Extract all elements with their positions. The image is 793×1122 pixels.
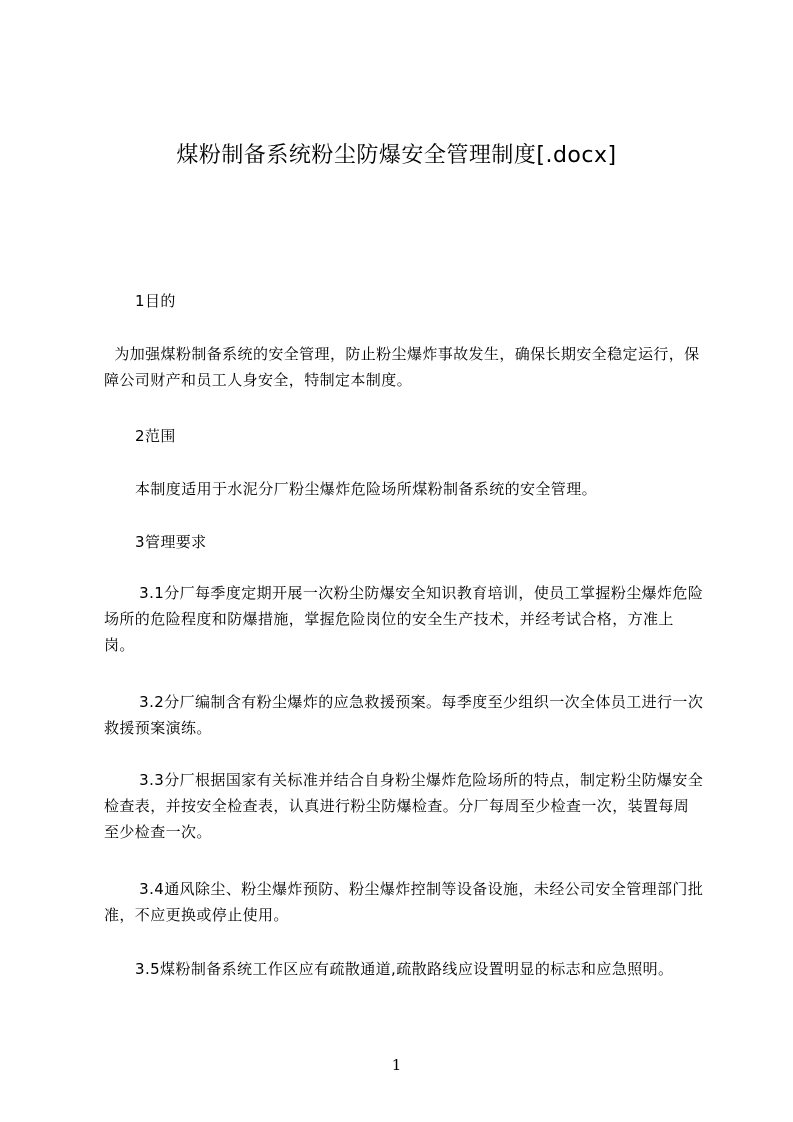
document-title: 煤粉制备系统粉尘防爆安全管理制度[.docx]: [176, 143, 617, 168]
paragraph-purpose: 为加强煤粉制备系统的安全管理，防止粉尘爆炸事故发生，确保长期安全稳定运行，保障公司财产和员工人身安全，特制定本制度。: [104, 345, 700, 389]
paragraph-requirement-3-4: 3.4通风除尘、粉尘爆炸预防、粉尘爆炸控制等设备设施，未经公司安全管理部门批准，不应更换或停止使用。: [104, 880, 704, 924]
paragraph-requirement-3-1: 3.1分厂每季度定期开展一次粉尘防爆安全知识教育培训，使员工掌握粉尘爆炸危险场所的危险程度和防爆措施，掌握危险岗位的安全生产技术，并经考试合格，方准上岗。: [104, 584, 704, 654]
paragraph-requirement-3-3: 3.3分厂根据国家有关标准并结合自身粉尘爆炸危险场所的特点，制定粉尘防爆安全检查表，并按安全检查表，认真进行粉尘防爆检查。分厂每周至少检查一次，装置每周至少检查一次。: [104, 771, 704, 841]
paragraph-requirement-3-2: 3.2分厂编制含有粉尘爆炸的应急救援预案。每季度至少组织一次全体员工进行一次救援预案演练。: [104, 693, 704, 737]
paragraph-scope: 本制度适用于水泥分厂粉尘爆炸危险场所煤粉制备系统的安全管理。: [135, 480, 598, 498]
section-heading-requirements: 3管理要求: [135, 533, 207, 551]
section-heading-scope: 2范围: [135, 427, 176, 445]
page-number: 1: [391, 1056, 402, 1074]
paragraph-requirement-3-5: 3.5煤粉制备系统工作区应有疏散通道,疏散路线应设置明显的标志和应急照明。: [135, 960, 674, 978]
section-heading-purpose: 1目的: [135, 292, 176, 310]
